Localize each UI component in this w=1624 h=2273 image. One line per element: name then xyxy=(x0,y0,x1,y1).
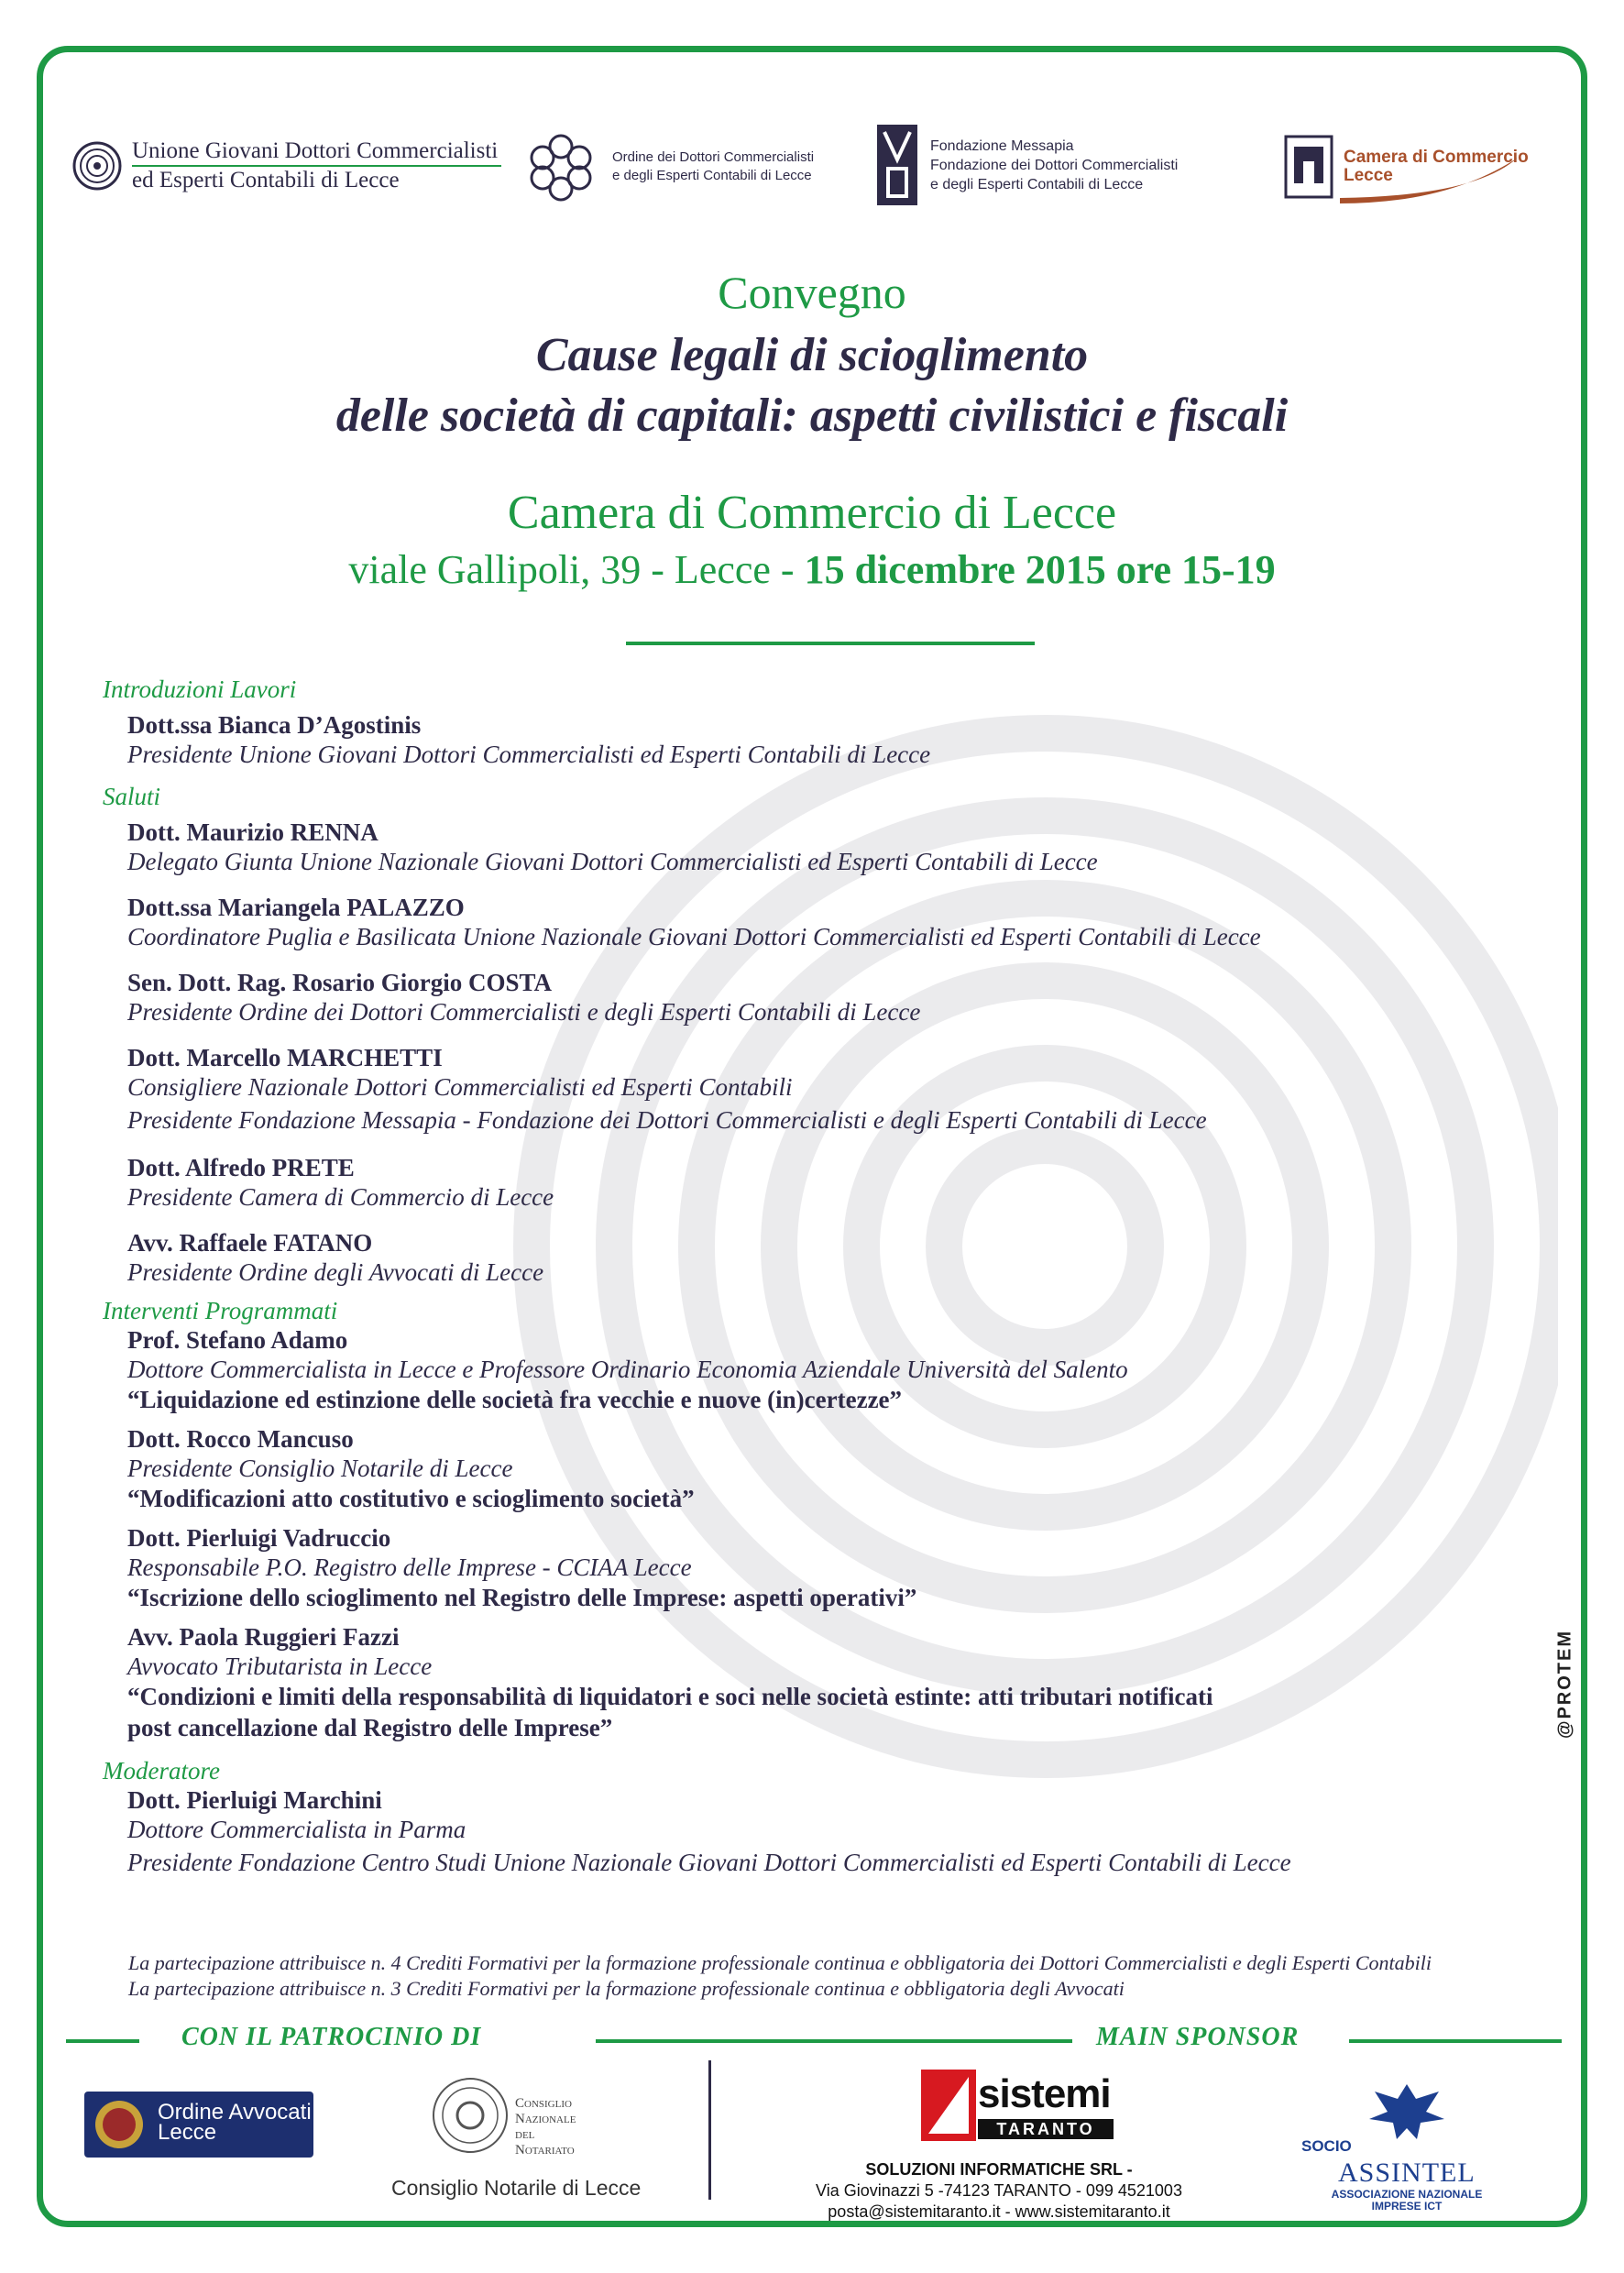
camera-emblem-icon xyxy=(1283,134,1334,200)
ugdc-emblem-icon xyxy=(71,140,123,192)
sponsor-company: SOLUZIONI INFORMATICHE SRL - xyxy=(865,2160,1133,2179)
speaker-role: Consigliere Nazionale Dottori Commercialisti ed Esperti Contabili xyxy=(127,1073,793,1101)
speaker-entry xyxy=(127,893,1569,951)
messapia-line1: Fondazione Messapia xyxy=(930,137,1074,154)
speaker-role: Delegato Giunta Unione Nazionale Giovani Dottori Commercialisti ed Esperti Contabili di Lecce xyxy=(127,848,1098,875)
speaker-entry xyxy=(127,1325,1569,1415)
speaker-entry xyxy=(127,1523,1569,1613)
speaker-role: Avvocato Tributarista in Lecce xyxy=(127,1653,433,1680)
camera-logo-line1: Camera di Commercio xyxy=(1344,148,1529,167)
header-logos xyxy=(64,128,1567,229)
messapia-emblem-icon xyxy=(875,123,919,207)
assintel-sub1: ASSOCIAZIONE NAZIONALE xyxy=(1331,2188,1483,2201)
moderator-role: Presidente Fondazione Centro Studi Unione Nazionale Giovani Dottori Commercialisti ed Esperti Contabili di Lecce xyxy=(127,1849,1291,1876)
footer-rule xyxy=(1349,2039,1562,2043)
odc-name-line1: Ordine dei Dottori Commercialisti xyxy=(612,149,815,165)
sponsor-details xyxy=(788,2159,1210,2223)
logo-odc xyxy=(522,128,814,205)
moderator-entry xyxy=(127,1785,1569,1877)
sponsor-contact: posta@sistemitaranto.it - www.sistemitaranto.it xyxy=(828,2202,1170,2221)
notariato-line2: Nazionale xyxy=(515,2112,576,2126)
talk-title: “Modificazioni atto costitutivo e scioglimento società” xyxy=(127,1485,695,1512)
program xyxy=(103,667,1569,1877)
speaker-name: Dott. Maurizio RENNA xyxy=(127,818,379,846)
camera-swoosh-icon xyxy=(1338,152,1521,207)
speaker-name: Avv. Paola Ruggieri Fazzi xyxy=(127,1623,400,1651)
talk-title-cont: post cancellazione dal Registro delle Imprese” xyxy=(127,1714,613,1741)
odc-emblem-icon xyxy=(522,128,599,205)
section-moderatore: Moderatore xyxy=(103,1757,220,1784)
ordine-avvocati-line1: Ordine Avvocati xyxy=(158,2100,312,2125)
speaker-entry xyxy=(127,1153,1569,1212)
camera-logo-line2: Lecce xyxy=(1344,166,1393,185)
logo-assintel xyxy=(1301,2079,1512,2213)
speaker-name: Dott. Marcello MARCHETTI xyxy=(127,1044,443,1071)
logo-ordine-avvocati xyxy=(84,2092,313,2158)
logo-ugdc xyxy=(71,137,501,194)
sistemi-city: TARANTO xyxy=(978,2119,1114,2139)
moderator-name: Dott. Pierluigi Marchini xyxy=(127,1786,382,1814)
event-label: Convegno xyxy=(718,267,906,318)
logo-sistemi xyxy=(921,2070,1114,2152)
event-title-line2: delle società di capitali: aspetti civilistici e fiscali xyxy=(335,390,1289,442)
sistemi-mark-icon xyxy=(921,2070,976,2141)
assintel-sub2: IMPRESE ICT xyxy=(1371,2200,1443,2213)
ugdc-name-line1: Unione Giovani Dottori Commercialisti xyxy=(132,137,501,167)
speaker-role: Coordinatore Puglia e Basilicata Unione Nazionale Giovani Dottori Commercialisti ed Esperti Contabili di Lecce xyxy=(127,923,1261,950)
speaker-role: Dottore Commercialista in Lecce e Professore Ordinario Economia Aziendale Università del Salento xyxy=(127,1356,1128,1383)
credits-line: La partecipazione attribuisce n. 3 Crediti Formativi per la formazione professionale continua e obbligatoria degli Avvocati xyxy=(128,1977,1125,2000)
speaker-role: Presidente Ordine degli Avvocati di Lecce xyxy=(127,1258,544,1286)
speaker-name: Dott. Alfredo PRETE xyxy=(127,1154,355,1181)
speaker-entry xyxy=(127,710,1569,769)
logo-camera-commercio xyxy=(1283,134,1529,200)
assintel-name: ASSINTEL xyxy=(1338,2158,1476,2188)
event-address-line xyxy=(0,546,1624,593)
speaker-entry xyxy=(127,818,1569,876)
notariato-line4: Notariato xyxy=(515,2143,575,2158)
sponsor-address: Via Giovinazzi 5 -74123 TARANTO - 099 4521003 xyxy=(816,2181,1182,2200)
speaker-name: Dott.ssa Mariangela PALAZZO xyxy=(127,894,465,921)
title-divider xyxy=(626,642,1035,645)
odc-name-line2: e degli Esperti Contabili di Lecce xyxy=(612,168,812,183)
ugdc-name-line2: ed Esperti Contabili di Lecce xyxy=(132,168,400,192)
speaker-role: Presidente Fondazione Messapia - Fondazione dei Dottori Commercialisti e degli Esperti Contabili di Lecce xyxy=(127,1106,1207,1134)
messapia-line3: e degli Esperti Contabili di Lecce xyxy=(930,176,1144,192)
speaker-name: Dott. Pierluigi Vadruccio xyxy=(127,1524,391,1552)
speaker-role: Presidente Unione Giovani Dottori Commercialisti ed Esperti Contabili di Lecce xyxy=(127,741,931,768)
speaker-role: Presidente Camera di Commercio di Lecce xyxy=(127,1183,554,1211)
speaker-name: Avv. Raffaele FATANO xyxy=(127,1229,373,1257)
section-interventi: Interventi Programmati xyxy=(103,1297,338,1324)
event-venue: Camera di Commercio di Lecce xyxy=(507,487,1117,539)
speaker-entry xyxy=(127,1043,1569,1135)
section-saluti: Saluti xyxy=(103,783,161,810)
talk-title: “Liquidazione ed estinzione delle società fra vecchie e nuove (in)certezze” xyxy=(127,1386,903,1413)
speaker-role: Responsabile P.O. Registro delle Imprese - CCIAA Lecce xyxy=(127,1554,692,1581)
notariato-line3: del xyxy=(515,2127,535,2142)
speaker-entry xyxy=(127,1228,1569,1287)
printer-mark-text: @PROTEM xyxy=(1554,1629,1575,1740)
speaker-name: Dott.ssa Bianca D’Agostinis xyxy=(127,711,422,739)
footer-rule xyxy=(596,2039,1072,2043)
assintel-socio: SOCIO xyxy=(1301,2137,1352,2155)
speaker-role: Presidente Consiglio Notarile di Lecce xyxy=(127,1455,513,1482)
speaker-name: Sen. Dott. Rag. Rosario Giorgio COSTA xyxy=(127,969,552,996)
logo-notariato xyxy=(431,2076,576,2158)
eagle-icon xyxy=(1366,2079,1448,2143)
ordine-avvocati-line2: Lecce xyxy=(158,2120,217,2145)
speaker-entry xyxy=(127,968,1569,1027)
speaker-name: Dott. Rocco Mancuso xyxy=(127,1425,354,1453)
event-title-line1: Cause legali di scioglimento xyxy=(535,329,1089,381)
event-address: viale Gallipoli, 39 - Lecce - xyxy=(348,547,795,592)
credits-note xyxy=(128,1950,1432,2002)
credits-line: La partecipazione attribuisce n. 4 Crediti Formativi per la formazione professionale continua e obbligatoria dei Dottori Commercialisti e degli Esperti Contabili xyxy=(128,1951,1432,1974)
assintel-subtitle xyxy=(1301,2189,1512,2213)
logo-fondazione-messapia xyxy=(875,123,1178,207)
messapia-line2: Fondazione dei Dottori Commercialisti xyxy=(930,157,1179,173)
speaker-name: Prof. Stefano Adamo xyxy=(127,1326,348,1354)
sponsor-label: MAIN SPONSOR xyxy=(1096,2023,1300,2051)
moderator-role: Dottore Commercialista in Parma xyxy=(127,1816,466,1843)
section-intro: Introduzioni Lavori xyxy=(103,675,297,703)
sistemi-wordmark: sistemi xyxy=(978,2071,1111,2116)
talk-title: “Condizioni e limiti della responsabilità di liquidatori e soci nelle società estinte: atti tributari notificati xyxy=(127,1683,1213,1710)
footer-rule xyxy=(66,2039,139,2043)
notariato-seal-icon xyxy=(431,2076,510,2155)
speaker-entry xyxy=(127,1424,1569,1514)
patrocinio-label: CON IL PATROCINIO DI xyxy=(181,2023,482,2051)
ordine-avvocati-seal-icon xyxy=(93,2097,145,2152)
speaker-entry xyxy=(127,1622,1569,1743)
talk-title: “Iscrizione dello scioglimento nel Registro delle Imprese: aspetti operativi” xyxy=(127,1584,917,1611)
printer-mark xyxy=(1547,1613,1584,1760)
notariato-line1: Consiglio xyxy=(515,2096,572,2111)
consiglio-notarile-caption: Consiglio Notarile di Lecce xyxy=(391,2176,642,2200)
footer-divider xyxy=(708,2060,711,2200)
event-datetime: 15 dicembre 2015 ore 15-19 xyxy=(804,547,1276,592)
speaker-role: Presidente Ordine dei Dottori Commercialisti e degli Esperti Contabili di Lecce xyxy=(127,998,921,1026)
